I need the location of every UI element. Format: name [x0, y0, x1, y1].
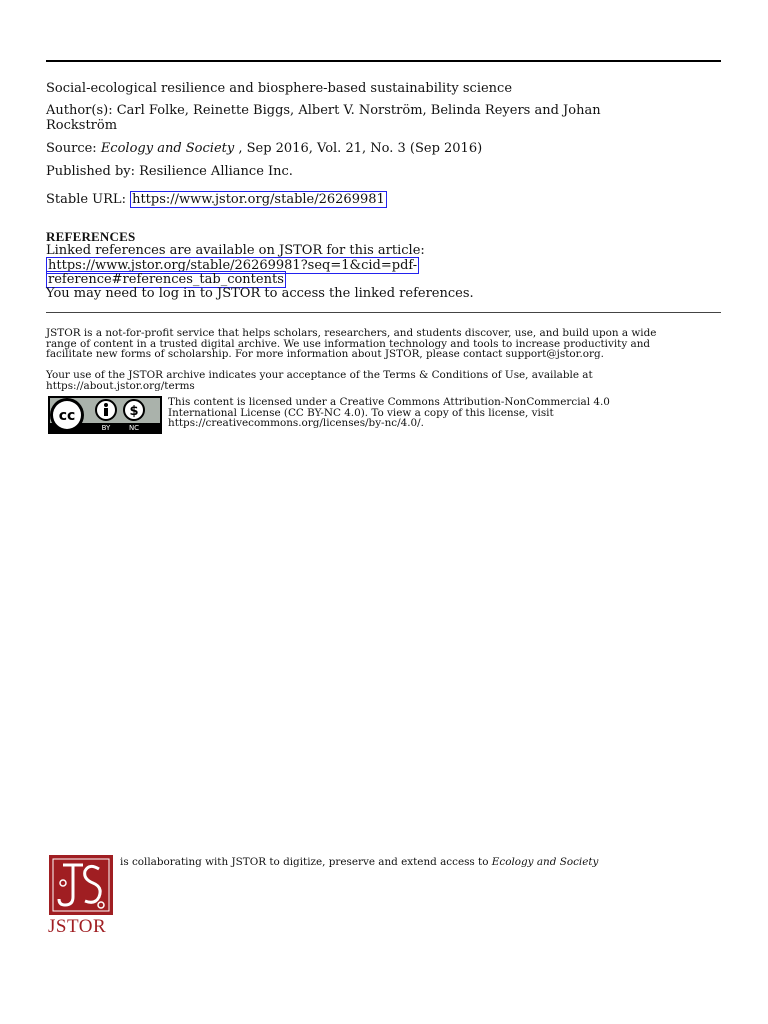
jstor-wordmark: JSTOR — [48, 916, 107, 937]
svg-text:$: $ — [129, 404, 139, 419]
license-line: This content is licensed under a Creative Commons Attribution-NonCommercial 4.0 — [168, 396, 610, 408]
cc-badge-by-text: BY — [101, 424, 111, 432]
collaboration-statement — [120, 856, 598, 868]
top-rule — [46, 60, 721, 62]
terms-paragraph — [46, 370, 726, 391]
authors-line-1: Author(s): Carl Folke, Reinette Biggs, Albert V. Norström, Belinda Reyers and Johan — [46, 103, 601, 118]
terms-url[interactable]: https://about.jstor.org/terms — [46, 379, 195, 392]
references-intro: Linked references are available on JSTOR for this article: — [46, 243, 425, 258]
references-heading: REFERENCES — [46, 229, 136, 244]
references-login-note: You may need to log in to JSTOR to access the linked references. — [46, 286, 474, 301]
license-line: International License (CC BY-NC 4.0). To view a copy of this license, visit — [168, 406, 554, 419]
cc-badge-nc-text: NC — [128, 424, 140, 432]
source-journal: Ecology and Society — [100, 141, 235, 156]
article-title: Social-ecological resilience and biosphere-based sustainability science — [46, 81, 513, 96]
references-link-part-1[interactable]: https://www.jstor.org/stable/26269981?seq=1&cid=pdf- — [48, 258, 418, 273]
published-by: Published by: Resilience Alliance Inc. — [46, 164, 293, 179]
source-line — [46, 141, 482, 156]
jstor-info-line: range of content in a trusted digital archive. We use information technology and tools to increase productivity and — [46, 337, 651, 350]
references-link-line-2[interactable] — [46, 272, 286, 287]
stable-url-label: Stable URL: — [46, 192, 131, 207]
references-link-part-2[interactable]: reference#references_tab_contents — [48, 272, 284, 287]
jstor-info-paragraph — [46, 328, 726, 360]
jstor-info-line: facilitate new forms of scholarship. For more information about JSTOR, please contact support@jstor.org. — [46, 348, 604, 361]
terms-line: Your use of the JSTOR archive indicates your acceptance of the Terms & Conditions of Use, available at — [46, 369, 593, 381]
authors-line-2: Rockström — [46, 118, 118, 133]
collab-journal: Ecology and Society — [491, 856, 599, 868]
cc-by-nc-badge-icon — [48, 396, 162, 434]
license-url[interactable]: https://creativecommons.org/licenses/by-nc/4.0/. — [168, 417, 424, 430]
collab-text: is collaborating with JSTOR to digitize, preserve and extend access to — [120, 856, 492, 868]
middle-rule — [46, 312, 721, 313]
jstor-logo-icon — [49, 855, 113, 915]
stable-url-link[interactable]: https://www.jstor.org/stable/26269981 — [132, 192, 385, 207]
license-text — [168, 397, 708, 429]
cc-badge-cc-text: cc — [58, 408, 76, 424]
stable-url-line — [46, 192, 387, 207]
jstor-info-line: JSTOR is a not-for-profit service that helps scholars, researchers, and students discover, use, and build upon a wide — [46, 327, 657, 339]
source-details: , Sep 2016, Vol. 21, No. 3 (Sep 2016) — [234, 141, 483, 156]
source-prefix: Source: — [46, 141, 101, 156]
